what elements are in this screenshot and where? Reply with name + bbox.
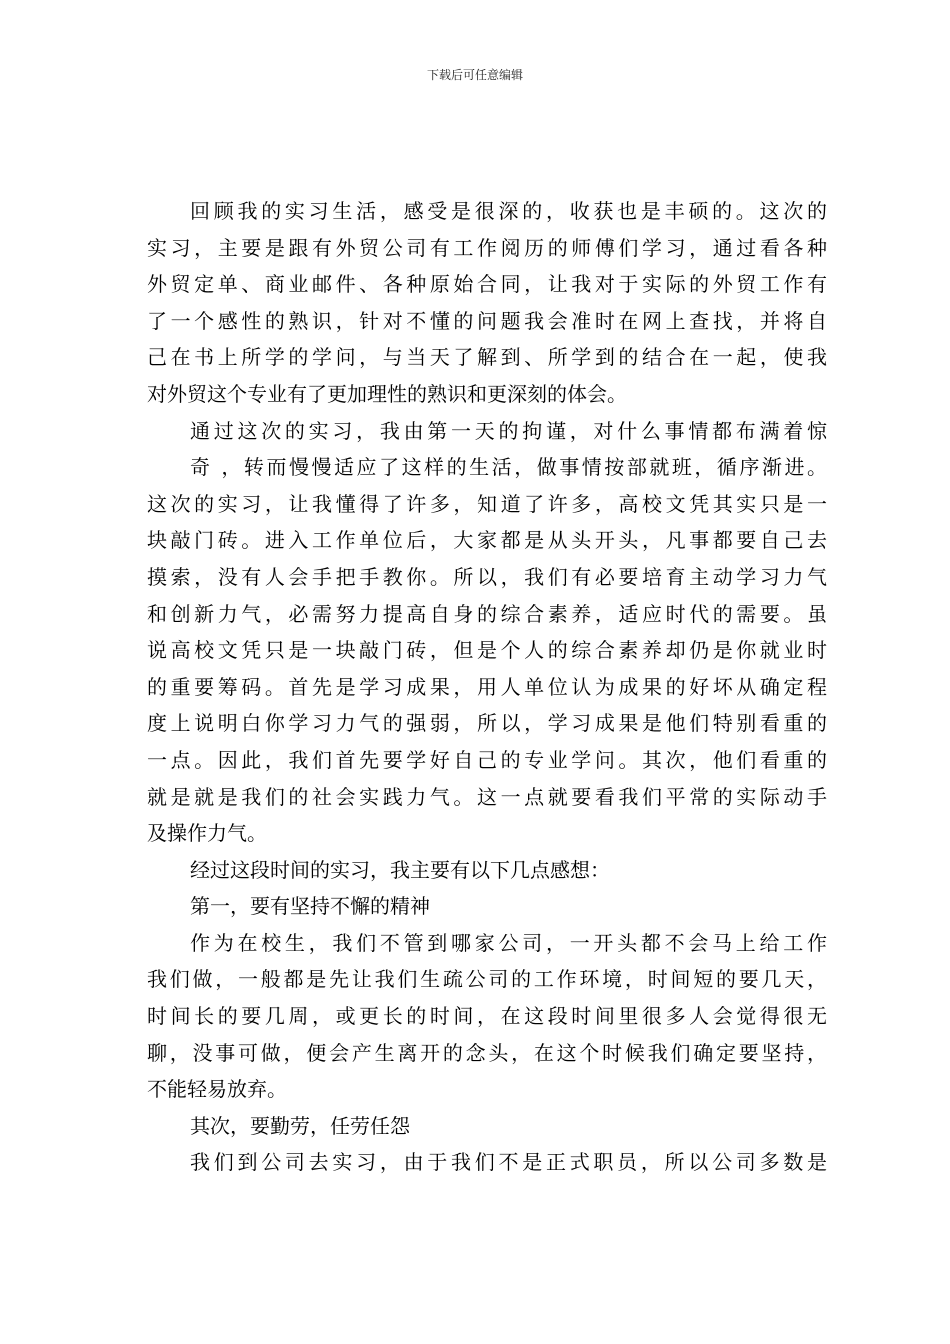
text-line: 我们做，一般都是先让我们生疏公司的工作环境，时间短的要几天， — [147, 967, 827, 992]
text-line: 一点。因此，我们首先要学好自己的专业学问。其次，他们看重的 — [147, 747, 827, 772]
text-line: 不能轻易放弃。 — [147, 1077, 287, 1102]
text-line: 和创新力气，必需努力提高自身的综合素养，适应时代的需要。虽 — [147, 601, 827, 626]
text-line: 了一个感性的熟识，针对不懂的问题我会准时在网上查找，并将自 — [147, 308, 827, 333]
text-line: 第一，要有坚持不懈的精神 — [190, 894, 430, 919]
text-line: 其次，要勤劳，任劳任怨 — [190, 1113, 410, 1138]
text-line: 的重要筹码。首先是学习成果，用人单位认为成果的好坏从确定程 — [147, 674, 827, 699]
text-line: 实习，主要是跟有外贸公司有工作阅历的师傅们学习，通过看各种 — [147, 235, 827, 260]
text-line: 外贸定单、商业邮件、各种原始合同，让我对于实际的外贸工作有 — [147, 272, 827, 297]
text-line: 我们到公司去实习，由于我们不是正式职员，所以公司多数是 — [190, 1150, 827, 1175]
text-line: 说高校文凭只是一块敲门砖，但是个人的综合素养却仍是你就业时 — [147, 638, 827, 663]
text-line: 度上说明白你学习力气的强弱，所以，学习成果是他们特别看重的 — [147, 711, 827, 736]
body-text — [147, 193, 827, 1181]
text-line: 块敲门砖。进入工作单位后，大家都是从头开头，凡事都要自己去 — [147, 528, 827, 553]
text-line: 及操作力气。 — [147, 821, 267, 846]
text-line: 对外贸这个专业有了更加理性的熟识和更深刻的体会。 — [147, 381, 627, 406]
text-line: 时间长的要几周，或更长的时间，在这段时间里很多人会觉得很无 — [147, 1004, 827, 1029]
text-line: 奇 ，转而慢慢适应了这样的生活，做事情按部就班，循序渐进。 — [190, 455, 827, 480]
text-line: 作为在校生，我们不管到哪家公司，一开头都不会马上给工作 — [190, 930, 827, 955]
text-line: 回顾我的实习生活，感受是很深的，收获也是丰硕的。这次的 — [190, 199, 827, 223]
text-line: 就是就是我们的社会实践力气。这一点就要看我们平常的实际动手 — [147, 784, 827, 809]
text-line: 己在书上所学的学问，与当天了解到、所学到的结合在一起，使我 — [147, 345, 827, 370]
text-line: 这次的实习，让我懂得了许多，知道了许多，高校文凭其实只是一 — [147, 491, 827, 516]
text-line: 经过这段时间的实习，我主要有以下几点感想： — [190, 857, 610, 882]
page-header: 下载后可任意编辑 — [426, 68, 523, 82]
text-line: 摸索，没有人会手把手教你。所以，我们有必要培育主动学习力气 — [147, 564, 827, 589]
text-line: 通过这次的实习，我由第一天的拘谨，对什么事情都布满着惊 — [190, 418, 827, 443]
text-line: 聊，没事可做，便会产生离开的念头，在这个时候我们确定要坚持， — [147, 1040, 827, 1065]
